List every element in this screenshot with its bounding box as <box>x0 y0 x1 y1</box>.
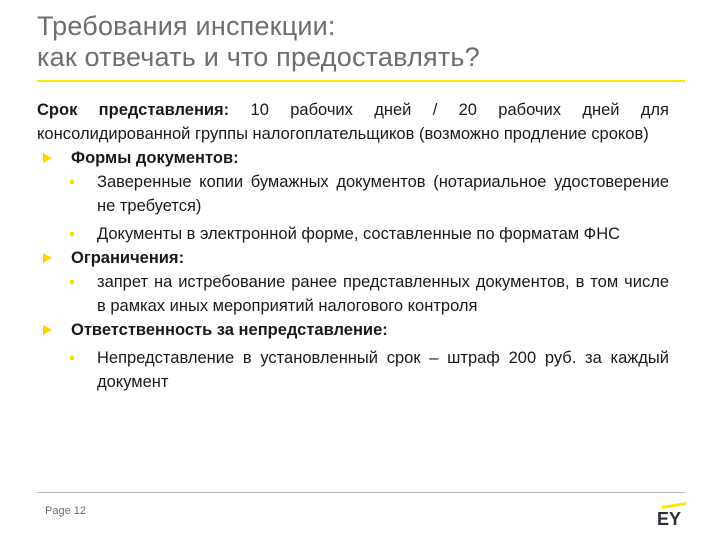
slide-title-line-1: Требования инспекции: <box>37 11 336 41</box>
arrow-bullet-icon <box>43 253 52 263</box>
list-item <box>37 222 669 246</box>
slide-title <box>37 11 687 73</box>
section-heading: Ограничения: <box>71 249 185 267</box>
section-heading: Ответственность за непредставление: <box>71 321 388 339</box>
list-item-text: Документы в электронной форме, составленные по форматам ФНС <box>97 225 621 243</box>
list-item <box>37 346 669 394</box>
section-heading: Формы документов: <box>71 149 239 167</box>
list-item-text: Заверенные копии бумажных документов (нотариальное удостоверение не требуется) <box>97 173 669 215</box>
ey-logo-icon <box>652 502 686 526</box>
square-bullet-icon <box>70 356 74 360</box>
ey-logo-text: EY <box>656 509 682 526</box>
list-item <box>37 270 669 318</box>
slide-body <box>37 98 669 394</box>
section-forms <box>37 146 669 170</box>
square-bullet-icon <box>70 180 74 184</box>
intro-label: Срок представления: <box>37 101 230 119</box>
section-liability <box>37 318 669 342</box>
arrow-bullet-icon <box>43 153 52 163</box>
list-item-text: Непредставление в установленный срок – штраф 200 руб. за каждый документ <box>97 349 669 391</box>
title-underline <box>37 80 685 82</box>
list-item-text: запрет на истребование ранее представленных документов, в том числе в рамках иных мероприятий налогового контроля <box>97 273 669 315</box>
page-number: Page 12 <box>45 505 86 517</box>
square-bullet-icon <box>70 280 74 284</box>
list-item <box>37 170 669 218</box>
section-restrictions <box>37 246 669 270</box>
square-bullet-icon <box>70 232 74 236</box>
intro-paragraph <box>37 98 669 146</box>
intro-text: 10 рабочих дней / 20 рабочих дней для консолидированной группы налогоплательщиков (возможно продление сроков) <box>37 101 669 143</box>
arrow-bullet-icon <box>43 325 52 335</box>
slide-title-line-2: как отвечать и что предоставлять? <box>37 42 480 72</box>
footer-divider <box>37 492 685 493</box>
ey-logo-beam <box>662 502 686 509</box>
